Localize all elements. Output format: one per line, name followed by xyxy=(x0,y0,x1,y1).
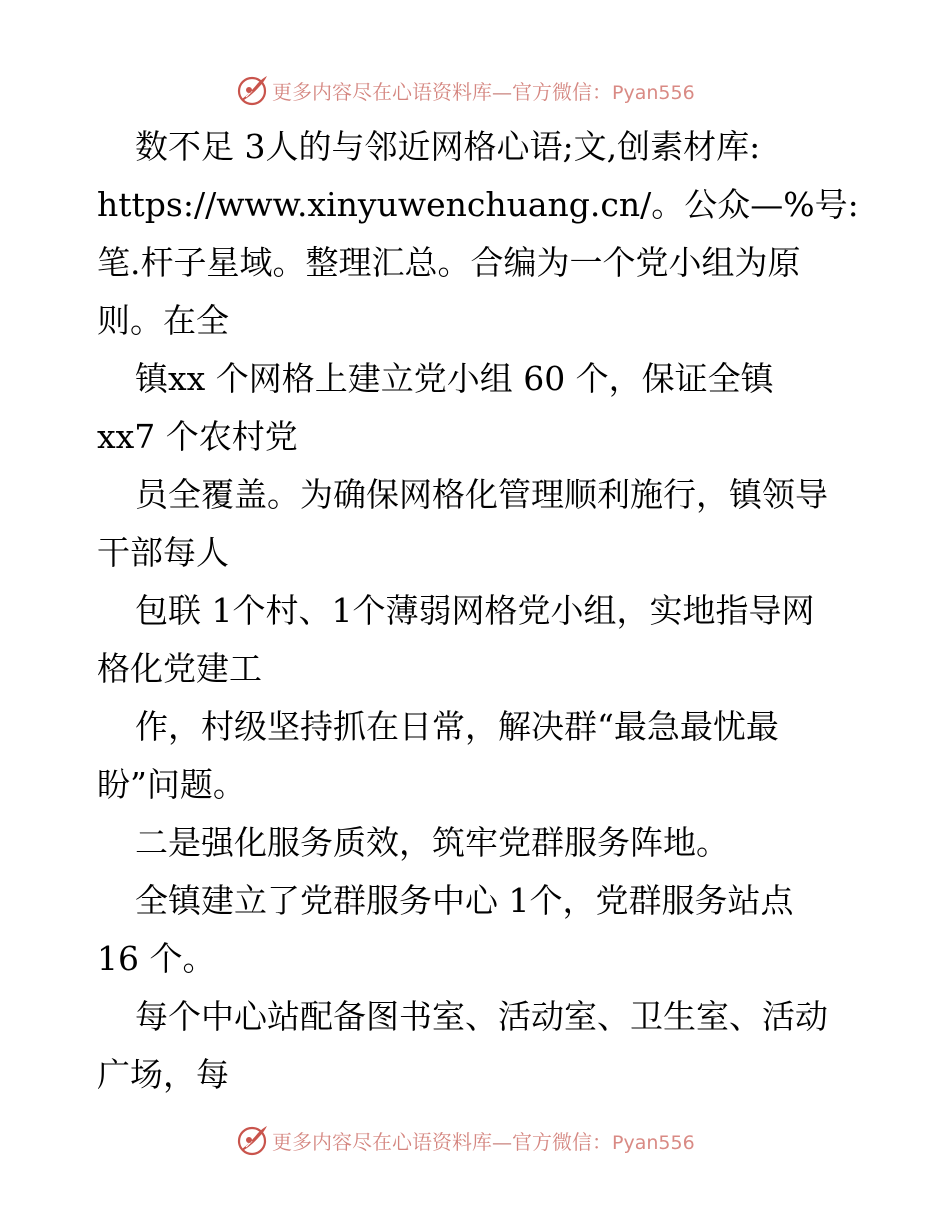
text-line: 16 个。 xyxy=(97,939,216,978)
text-line: 格化党建工 xyxy=(97,649,262,688)
text-line: 广场，每 xyxy=(97,1055,229,1094)
text-line: 则。在全 xyxy=(97,301,229,340)
text-line: 干部每人 xyxy=(97,533,229,572)
text-line: 镇xx 个网格上建立党小组 60 个，保证全镇 xyxy=(135,359,774,398)
text-line: 盼”问题。 xyxy=(97,765,246,804)
watermark-text: 更多内容尽在心语资料库—官方微信：Pyan556 xyxy=(272,79,695,104)
quill-pen-seal-icon xyxy=(236,73,270,107)
text-line: 员全覆盖。为确保网格化管理顺利施行，镇领导 xyxy=(135,475,828,514)
text-line: 笔.杆子星域。整理汇总。合编为一个党小组为原 xyxy=(97,243,801,282)
text-line: 全镇建立了党群服务中心 1个，党群服务站点 xyxy=(135,881,794,920)
quill-pen-seal-icon xyxy=(236,1123,270,1157)
header-watermark-banner xyxy=(236,73,695,107)
text-line: 数不足 3人的与邻近网格心语;文,创素材库: xyxy=(135,127,761,166)
text-line: 二是强化服务质效，筑牢党群服务阵地。 xyxy=(135,823,729,862)
text-line: 包联 1个村、1个薄弱网格党小组，实地指导网 xyxy=(135,591,815,630)
text-line: 作，村级坚持抓在日常，解决群“最急最忧最 xyxy=(135,707,779,746)
document-body xyxy=(97,118,877,1104)
footer-watermark-banner xyxy=(236,1123,695,1157)
watermark-text: 更多内容尽在心语资料库—官方微信：Pyan556 xyxy=(272,1129,695,1154)
text-line: https://www.xinyuwenchuang.cn/。公众—%号: xyxy=(97,185,859,224)
text-line: xx7 个农村党 xyxy=(97,417,298,456)
text-line: 每个中心站配备图书室、活动室、卫生室、活动 xyxy=(135,997,828,1036)
